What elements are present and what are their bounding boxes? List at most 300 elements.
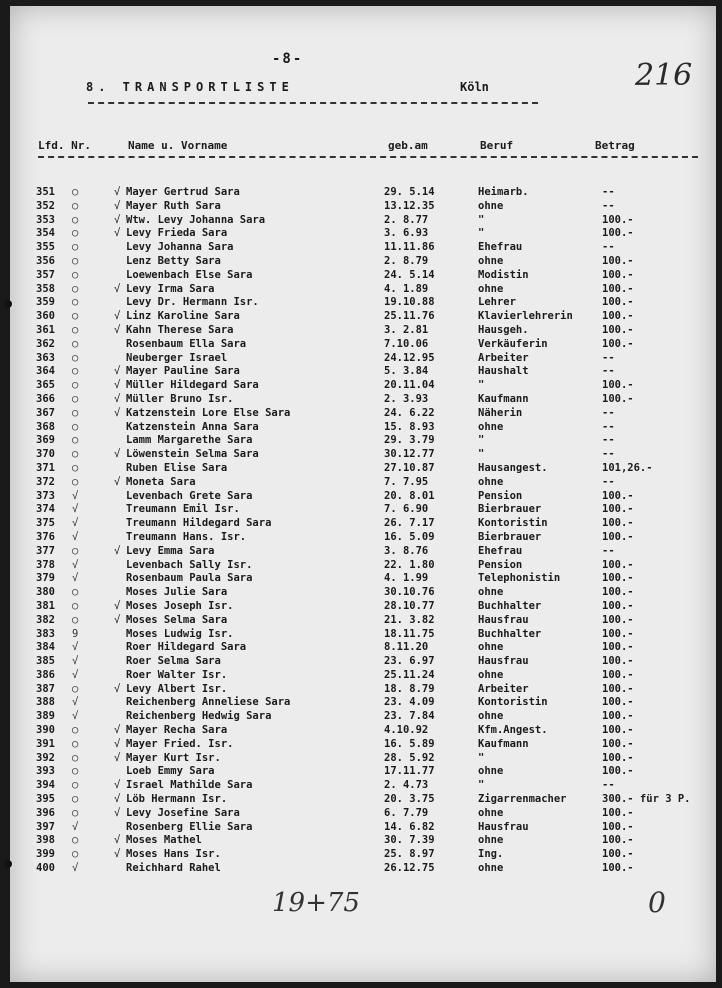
- amount: 100.-: [602, 627, 634, 640]
- birth-date: 22. 1.80: [384, 558, 435, 571]
- occupation: Arbeiter: [478, 682, 529, 695]
- table-row: [10, 531, 716, 545]
- check-mark: 9: [72, 627, 79, 640]
- amount: 100.-: [602, 682, 634, 695]
- column-header-birth: geb.am: [388, 139, 428, 152]
- occupation: ": [478, 227, 485, 240]
- birth-date: 18. 8.79: [384, 682, 435, 695]
- tick-mark: √: [114, 613, 121, 626]
- occupation: ohne: [478, 668, 504, 681]
- column-header-job: Beruf: [480, 139, 514, 152]
- amount: 100.-: [602, 724, 634, 737]
- amount: 100.-: [602, 710, 634, 723]
- birth-date: 24. 5.14: [384, 268, 435, 281]
- row-number: 371: [36, 461, 55, 474]
- amount: 100.-: [602, 227, 634, 240]
- birth-date: 27.10.87: [384, 461, 435, 474]
- row-number: 385: [36, 655, 55, 668]
- table-row: [10, 600, 716, 614]
- birth-date: 24. 6.22: [384, 406, 435, 419]
- check-mark: ○: [72, 310, 79, 323]
- table-row: [10, 296, 716, 310]
- amount: 100.-: [602, 862, 634, 875]
- row-number: 389: [36, 710, 55, 723]
- amount: --: [602, 544, 615, 557]
- table-row: [10, 490, 716, 504]
- person-name: Rosenbaum Paula Sara: [126, 572, 253, 585]
- person-name: Israel Mathilde Sara: [126, 779, 253, 792]
- table-row: [10, 365, 716, 379]
- birth-date: 16. 5.89: [384, 737, 435, 750]
- check-mark: ○: [72, 199, 79, 212]
- check-mark: ○: [72, 392, 79, 405]
- person-name: Moses Julie Sara: [126, 586, 228, 599]
- amount: 100.-: [602, 282, 634, 295]
- column-header-amount: Betrag: [595, 139, 635, 152]
- person-name: Kahn Therese Sara: [126, 323, 234, 336]
- amount: 100.-: [602, 668, 634, 681]
- occupation: ohne: [478, 420, 504, 433]
- birth-date: 29. 5.14: [384, 186, 435, 198]
- tick-mark: √: [114, 737, 121, 750]
- tick-mark: √: [114, 213, 121, 226]
- row-number: 375: [36, 517, 55, 530]
- tick-mark: √: [114, 793, 121, 806]
- amount: --: [602, 475, 615, 488]
- title-divider: [88, 102, 538, 104]
- table-row: [10, 503, 716, 517]
- table-row: [10, 586, 716, 600]
- person-name: Moses Joseph Isr.: [126, 599, 234, 612]
- check-mark: √: [72, 710, 79, 723]
- handwritten-mark: 0: [648, 886, 666, 919]
- occupation: ohne: [478, 765, 504, 778]
- header-divider: [38, 156, 698, 158]
- amount: 100.-: [602, 296, 634, 309]
- person-name: Mayer Pauline Sara: [126, 365, 240, 378]
- person-name: Moneta Sara: [126, 475, 196, 488]
- tick-mark: √: [114, 227, 121, 240]
- occupation: Kontoristin: [478, 696, 548, 709]
- tick-mark: √: [114, 406, 121, 419]
- check-mark: ○: [72, 834, 79, 847]
- row-number: 392: [36, 751, 55, 764]
- occupation: Näherin: [478, 406, 523, 419]
- occupation: ohne: [478, 254, 504, 267]
- row-number: 391: [36, 737, 55, 750]
- occupation: Kfm.Angest.: [478, 724, 548, 737]
- table-row: [10, 765, 716, 779]
- check-mark: ○: [72, 779, 79, 792]
- person-name: Levy Emma Sara: [126, 544, 215, 557]
- tick-mark: √: [114, 779, 121, 792]
- person-name: Löwenstein Selma Sara: [126, 448, 259, 461]
- check-mark: ○: [72, 448, 79, 461]
- amount: --: [602, 406, 615, 419]
- birth-date: 7.10.06: [384, 337, 429, 350]
- row-number: 390: [36, 724, 55, 737]
- table-row: [10, 710, 716, 724]
- birth-date: 24.12.95: [384, 351, 435, 364]
- row-number: 386: [36, 668, 55, 681]
- row-number: 383: [36, 627, 55, 640]
- amount: 100.-: [602, 489, 634, 502]
- check-mark: ○: [72, 806, 79, 819]
- tick-mark: √: [114, 310, 121, 323]
- tick-mark: √: [114, 848, 121, 861]
- amount: 100.-: [602, 254, 634, 267]
- row-number: 354: [36, 227, 55, 240]
- check-mark: √: [72, 517, 79, 530]
- person-name: Katzenstein Lore Else Sara: [126, 406, 291, 419]
- person-name: Levy Josefine Sara: [126, 806, 240, 819]
- occupation: ": [478, 779, 485, 792]
- occupation: ohne: [478, 710, 504, 723]
- birth-date: 3. 6.93: [384, 227, 429, 240]
- amount: 100.-: [602, 530, 634, 543]
- row-number: 372: [36, 475, 55, 488]
- check-mark: ○: [72, 282, 79, 295]
- person-name: Levenbach Sally Isr.: [126, 558, 253, 571]
- check-mark: ○: [72, 420, 79, 433]
- person-name: Levy Dr. Hermann Isr.: [126, 296, 259, 309]
- person-name: Moses Mathel: [126, 834, 202, 847]
- person-name: Reichhard Rahel: [126, 862, 221, 875]
- row-number: 394: [36, 779, 55, 792]
- table-row: [10, 683, 716, 697]
- table-row: [10, 669, 716, 683]
- row-number: 398: [36, 834, 55, 847]
- person-name: Levy Irma Sara: [126, 282, 215, 295]
- birth-date: 21. 3.82: [384, 613, 435, 626]
- occupation: ": [478, 448, 485, 461]
- table-row: [10, 338, 716, 352]
- birth-date: 26. 7.17: [384, 517, 435, 530]
- row-number: 364: [36, 365, 55, 378]
- birth-date: 6. 7.79: [384, 806, 429, 819]
- birth-date: 30.10.76: [384, 586, 435, 599]
- person-name: Moses Ludwig Isr.: [126, 627, 234, 640]
- check-mark: ○: [72, 337, 79, 350]
- amount: 100.-: [602, 613, 634, 626]
- occupation: Hausfrau: [478, 613, 529, 626]
- table-row: [10, 283, 716, 297]
- occupation: Arbeiter: [478, 351, 529, 364]
- tick-mark: √: [114, 199, 121, 212]
- occupation: ": [478, 434, 485, 447]
- amount: 100.-: [602, 737, 634, 750]
- amount: 100.-: [602, 820, 634, 833]
- birth-date: 20.11.04: [384, 379, 435, 392]
- row-number: 351: [36, 186, 55, 198]
- check-mark: ○: [72, 351, 79, 364]
- person-name: Mayer Gertrud Sara: [126, 186, 240, 198]
- check-mark: √: [72, 558, 79, 571]
- person-name: Müller Hildegard Sara: [126, 379, 259, 392]
- person-name: Mayer Recha Sara: [126, 724, 228, 737]
- amount: --: [602, 351, 615, 364]
- birth-date: 23. 4.09: [384, 696, 435, 709]
- table-row: [10, 241, 716, 255]
- amount: 101,26.-: [602, 461, 653, 474]
- row-number: 374: [36, 503, 55, 516]
- birth-date: 2. 8.77: [384, 213, 429, 226]
- occupation: Verkäuferin: [478, 337, 548, 350]
- occupation: Bierbrauer: [478, 503, 542, 516]
- check-mark: ○: [72, 724, 79, 737]
- check-mark: ○: [72, 365, 79, 378]
- table-row: [10, 821, 716, 835]
- table-row: [10, 848, 716, 862]
- amount: 100.-: [602, 599, 634, 612]
- person-name: Lamm Margarethe Sara: [126, 434, 253, 447]
- amount: 100.-: [602, 337, 634, 350]
- row-number: 380: [36, 586, 55, 599]
- amount: 100.-: [602, 751, 634, 764]
- check-mark: √: [72, 655, 79, 668]
- row-number: 376: [36, 530, 55, 543]
- occupation: Kaufmann: [478, 737, 529, 750]
- table-row: [10, 738, 716, 752]
- occupation: Hausgeh.: [478, 323, 529, 336]
- person-name: Katzenstein Anna Sara: [126, 420, 259, 433]
- amount: --: [602, 199, 615, 212]
- occupation: Klavierlehrerin: [478, 310, 573, 323]
- row-number: 382: [36, 613, 55, 626]
- check-mark: √: [72, 530, 79, 543]
- check-mark: ○: [72, 682, 79, 695]
- tick-mark: √: [114, 724, 121, 737]
- table-row: [10, 310, 716, 324]
- check-mark: √: [72, 668, 79, 681]
- table-row: [10, 559, 716, 573]
- check-mark: ○: [72, 737, 79, 750]
- check-mark: ○: [72, 586, 79, 599]
- table-row: [10, 807, 716, 821]
- tick-mark: √: [114, 806, 121, 819]
- person-name: Lenz Betty Sara: [126, 254, 221, 267]
- table-row: [10, 655, 716, 669]
- occupation: Zigarrenmacher: [478, 793, 567, 806]
- row-number: 373: [36, 489, 55, 502]
- tick-mark: √: [114, 599, 121, 612]
- birth-date: 20. 3.75: [384, 793, 435, 806]
- table-row: [10, 186, 716, 200]
- birth-date: 2. 3.93: [384, 392, 429, 405]
- row-number: 379: [36, 572, 55, 585]
- person-name: Roer Walter Isr.: [126, 668, 228, 681]
- row-number: 378: [36, 558, 55, 571]
- amount: --: [602, 779, 615, 792]
- birth-date: 30. 7.39: [384, 834, 435, 847]
- tick-mark: √: [114, 323, 121, 336]
- person-name: Levenbach Grete Sara: [126, 489, 253, 502]
- table-row: [10, 379, 716, 393]
- check-mark: √: [72, 641, 79, 654]
- person-name: Loewenbach Else Sara: [126, 268, 253, 281]
- tick-mark: √: [114, 282, 121, 295]
- occupation: ": [478, 379, 485, 392]
- amount: 100.-: [602, 572, 634, 585]
- occupation: Lehrer: [478, 296, 516, 309]
- row-number: 353: [36, 213, 55, 226]
- row-number: 358: [36, 282, 55, 295]
- occupation: Buchhalter: [478, 599, 542, 612]
- check-mark: ○: [72, 406, 79, 419]
- handwritten-note: 19+75: [272, 888, 360, 918]
- birth-date: 13.12.35: [384, 199, 435, 212]
- table-row: [10, 448, 716, 462]
- birth-date: 15. 8.93: [384, 420, 435, 433]
- row-number: 388: [36, 696, 55, 709]
- check-mark: ○: [72, 751, 79, 764]
- table-row: [10, 214, 716, 228]
- amount: 100.-: [602, 586, 634, 599]
- check-mark: ○: [72, 379, 79, 392]
- amount: 100.-: [602, 268, 634, 281]
- row-number: 387: [36, 682, 55, 695]
- check-mark: √: [72, 503, 79, 516]
- birth-date: 11.11.86: [384, 241, 435, 254]
- table-row: [10, 834, 716, 848]
- table-row: [10, 614, 716, 628]
- table-row: [10, 517, 716, 531]
- occupation: Pension: [478, 558, 523, 571]
- table-row: [10, 227, 716, 241]
- page-number: -8-: [272, 51, 304, 67]
- row-number: 355: [36, 241, 55, 254]
- person-name: Mayer Kurt Isr.: [126, 751, 221, 764]
- occupation: ohne: [478, 862, 504, 875]
- occupation: Haushalt: [478, 365, 529, 378]
- row-number: 393: [36, 765, 55, 778]
- birth-date: 25.11.76: [384, 310, 435, 323]
- birth-date: 23. 6.97: [384, 655, 435, 668]
- row-number: 359: [36, 296, 55, 309]
- row-number: 397: [36, 820, 55, 833]
- table-row: [10, 862, 716, 876]
- birth-date: 5. 3.84: [384, 365, 429, 378]
- amount: --: [602, 241, 615, 254]
- occupation: Bierbrauer: [478, 530, 542, 543]
- occupation: Modistin: [478, 268, 529, 281]
- person-name: Rosenbaum Ella Sara: [126, 337, 247, 350]
- row-number: 365: [36, 379, 55, 392]
- check-mark: √: [72, 572, 79, 585]
- row-number: 360: [36, 310, 55, 323]
- person-name: Loeb Emmy Sara: [126, 765, 215, 778]
- amount: 100.-: [602, 323, 634, 336]
- check-mark: ○: [72, 461, 79, 474]
- check-mark: ○: [72, 599, 79, 612]
- document-page: [10, 6, 716, 982]
- tick-mark: √: [114, 365, 121, 378]
- occupation: Telephonistin: [478, 572, 561, 585]
- occupation: Kaufmann: [478, 392, 529, 405]
- row-number: 377: [36, 544, 55, 557]
- amount: 100.-: [602, 641, 634, 654]
- birth-date: 26.12.75: [384, 862, 435, 875]
- birth-date: 18.11.75: [384, 627, 435, 640]
- table-row: [10, 200, 716, 214]
- row-number: 395: [36, 793, 55, 806]
- person-name: Wtw. Levy Johanna Sara: [126, 213, 266, 226]
- table-row: [10, 545, 716, 559]
- person-name: Levy Frieda Sara: [126, 227, 228, 240]
- table-row: [10, 476, 716, 490]
- occupation: Hausfrau: [478, 820, 529, 833]
- birth-date: 3. 2.81: [384, 323, 429, 336]
- table-row: [10, 628, 716, 642]
- birth-date: 7. 6.90: [384, 503, 429, 516]
- amount: 100.-: [602, 558, 634, 571]
- person-name: Levy Johanna Sara: [126, 241, 234, 254]
- amount: 100.-: [602, 310, 634, 323]
- person-name: Roer Hildegard Sara: [126, 641, 247, 654]
- check-mark: ○: [72, 254, 79, 267]
- amount: 100.-: [602, 503, 634, 516]
- table-row: [10, 255, 716, 269]
- occupation: Hausangest.: [478, 461, 548, 474]
- check-mark: √: [72, 489, 79, 502]
- transport-list: [10, 186, 716, 876]
- occupation: ohne: [478, 641, 504, 654]
- table-row: [10, 352, 716, 366]
- person-name: Roer Selma Sara: [126, 655, 221, 668]
- person-name: Reichenberg Hedwig Sara: [126, 710, 272, 723]
- row-number: 381: [36, 599, 55, 612]
- table-row: [10, 752, 716, 766]
- amount: 100.-: [602, 848, 634, 861]
- amount: 100.-: [602, 806, 634, 819]
- person-name: Moses Hans Isr.: [126, 848, 221, 861]
- person-name: Rosenberg Ellie Sara: [126, 820, 253, 833]
- row-number: 366: [36, 392, 55, 405]
- check-mark: ○: [72, 544, 79, 557]
- birth-date: 2. 8.79: [384, 254, 429, 267]
- birth-date: 28. 5.92: [384, 751, 435, 764]
- birth-date: 3. 8.76: [384, 544, 429, 557]
- tick-mark: √: [114, 751, 121, 764]
- birth-date: 25. 8.97: [384, 848, 435, 861]
- person-name: Reichenberg Anneliese Sara: [126, 696, 291, 709]
- check-mark: ○: [72, 765, 79, 778]
- birth-date: 2. 4.73: [384, 779, 429, 792]
- check-mark: ○: [72, 848, 79, 861]
- amount: 100.-: [602, 655, 634, 668]
- birth-date: 28.10.77: [384, 599, 435, 612]
- table-row: [10, 462, 716, 476]
- tick-mark: √: [114, 475, 121, 488]
- table-row: [10, 393, 716, 407]
- row-number: 363: [36, 351, 55, 364]
- person-name: Linz Karoline Sara: [126, 310, 240, 323]
- person-name: Mayer Ruth Sara: [126, 199, 221, 212]
- row-number: 370: [36, 448, 55, 461]
- check-mark: ○: [72, 241, 79, 254]
- occupation: ohne: [478, 475, 504, 488]
- table-row: [10, 724, 716, 738]
- table-row: [10, 572, 716, 586]
- amount: 100.-: [602, 213, 634, 226]
- table-row: [10, 641, 716, 655]
- person-name: Moses Selma Sara: [126, 613, 228, 626]
- row-number: 399: [36, 848, 55, 861]
- check-mark: ○: [72, 268, 79, 281]
- birth-date: 23. 7.84: [384, 710, 435, 723]
- row-number: 357: [36, 268, 55, 281]
- row-number: 361: [36, 323, 55, 336]
